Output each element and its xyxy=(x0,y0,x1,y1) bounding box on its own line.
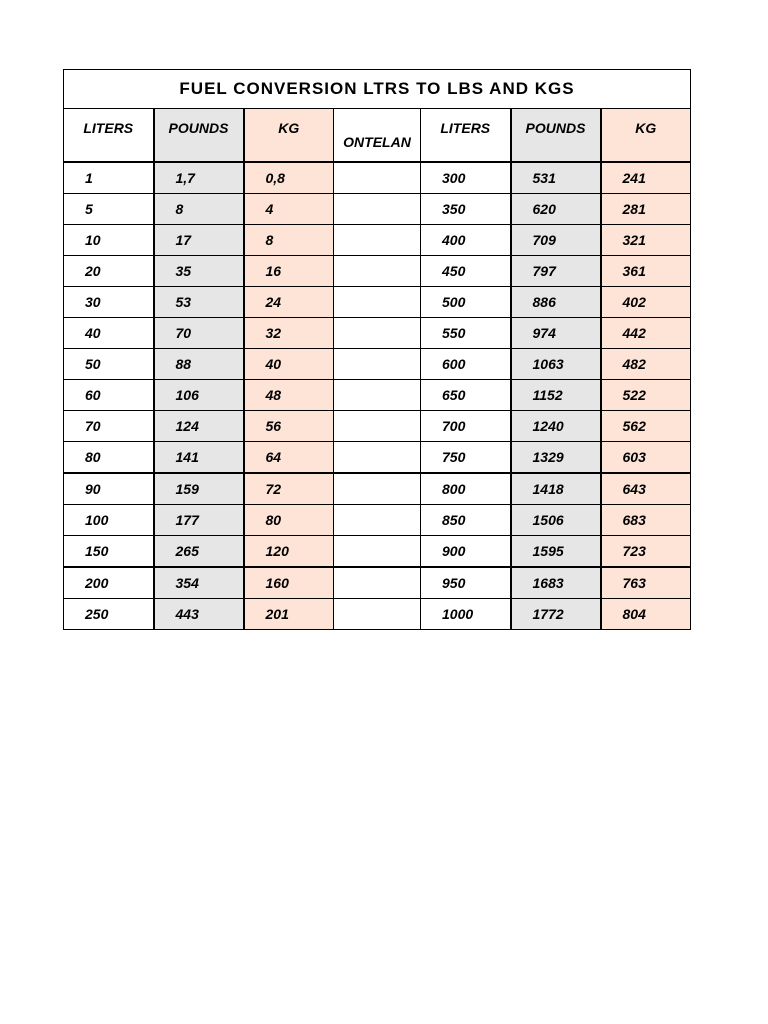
kg-cell-2: 683 xyxy=(601,505,691,536)
liters-cell-2: 700 xyxy=(421,411,511,442)
liters-cell: 10 xyxy=(64,225,154,256)
table-row xyxy=(64,256,691,287)
kg-cell-2: 241 xyxy=(601,162,691,194)
pounds-cell: 141 xyxy=(154,442,244,474)
liters-cell: 150 xyxy=(64,536,154,568)
kg-cell: 48 xyxy=(244,380,334,411)
pounds-cell-2: 1240 xyxy=(511,411,601,442)
liters-cell-2: 300 xyxy=(421,162,511,194)
liters-cell-2: 950 xyxy=(421,567,511,599)
pounds-cell: 70 xyxy=(154,318,244,349)
liters-cell-2: 500 xyxy=(421,287,511,318)
kg-cell: 4 xyxy=(244,194,334,225)
header-pounds-2: POUNDS xyxy=(511,109,601,163)
kg-cell-2: 603 xyxy=(601,442,691,474)
liters-cell-2: 900 xyxy=(421,536,511,568)
pounds-cell-2: 1772 xyxy=(511,599,601,630)
liters-cell-2: 800 xyxy=(421,473,511,505)
header-middle: ONTELAN xyxy=(334,109,421,163)
liters-cell: 90 xyxy=(64,473,154,505)
kg-cell: 0,8 xyxy=(244,162,334,194)
kg-cell: 80 xyxy=(244,505,334,536)
spacer-cell xyxy=(334,349,421,380)
pounds-cell: 8 xyxy=(154,194,244,225)
pounds-cell-2: 1152 xyxy=(511,380,601,411)
liters-cell: 1 xyxy=(64,162,154,194)
liters-cell: 30 xyxy=(64,287,154,318)
liters-cell-2: 750 xyxy=(421,442,511,474)
spacer-cell xyxy=(334,380,421,411)
kg-cell: 40 xyxy=(244,349,334,380)
kg-cell-2: 804 xyxy=(601,599,691,630)
header-kg-2: KG xyxy=(601,109,691,163)
spacer-cell xyxy=(334,287,421,318)
pounds-cell-2: 1506 xyxy=(511,505,601,536)
table-row xyxy=(64,225,691,256)
liters-cell: 5 xyxy=(64,194,154,225)
kg-cell-2: 482 xyxy=(601,349,691,380)
header-kg: KG xyxy=(244,109,334,163)
table-row xyxy=(64,473,691,505)
table-row xyxy=(64,567,691,599)
spacer-cell xyxy=(334,256,421,287)
spacer-cell xyxy=(334,599,421,630)
liters-cell: 40 xyxy=(64,318,154,349)
pounds-cell-2: 797 xyxy=(511,256,601,287)
pounds-cell: 106 xyxy=(154,380,244,411)
table-row xyxy=(64,599,691,630)
liters-cell-2: 600 xyxy=(421,349,511,380)
kg-cell: 24 xyxy=(244,287,334,318)
kg-cell: 201 xyxy=(244,599,334,630)
kg-cell: 120 xyxy=(244,536,334,568)
pounds-cell: 265 xyxy=(154,536,244,568)
kg-cell: 160 xyxy=(244,567,334,599)
liters-cell: 250 xyxy=(64,599,154,630)
spacer-cell xyxy=(334,318,421,349)
pounds-cell: 443 xyxy=(154,599,244,630)
header-pounds: POUNDS xyxy=(154,109,244,163)
pounds-cell-2: 1063 xyxy=(511,349,601,380)
liters-cell-2: 450 xyxy=(421,256,511,287)
header-row xyxy=(64,109,691,163)
liters-cell: 100 xyxy=(64,505,154,536)
liters-cell-2: 350 xyxy=(421,194,511,225)
table-title: FUEL CONVERSION LTRS TO LBS AND KGS xyxy=(64,70,691,109)
table-row xyxy=(64,349,691,380)
pounds-cell-2: 974 xyxy=(511,318,601,349)
kg-cell-2: 361 xyxy=(601,256,691,287)
spacer-cell xyxy=(334,442,421,474)
pounds-cell: 354 xyxy=(154,567,244,599)
pounds-cell-2: 1329 xyxy=(511,442,601,474)
pounds-cell-2: 1683 xyxy=(511,567,601,599)
table-row xyxy=(64,536,691,568)
kg-cell-2: 402 xyxy=(601,287,691,318)
kg-cell-2: 281 xyxy=(601,194,691,225)
liters-cell: 70 xyxy=(64,411,154,442)
pounds-cell-2: 709 xyxy=(511,225,601,256)
table-row xyxy=(64,411,691,442)
spacer-cell xyxy=(334,162,421,194)
liters-cell-2: 1000 xyxy=(421,599,511,630)
kg-cell: 64 xyxy=(244,442,334,474)
table-body xyxy=(64,162,691,630)
kg-cell-2: 562 xyxy=(601,411,691,442)
pounds-cell: 177 xyxy=(154,505,244,536)
liters-cell: 80 xyxy=(64,442,154,474)
liters-cell-2: 550 xyxy=(421,318,511,349)
liters-cell-2: 400 xyxy=(421,225,511,256)
table-row xyxy=(64,287,691,318)
pounds-cell: 53 xyxy=(154,287,244,318)
pounds-cell: 17 xyxy=(154,225,244,256)
kg-cell-2: 321 xyxy=(601,225,691,256)
fuel-conversion-table xyxy=(63,69,691,630)
pounds-cell-2: 1418 xyxy=(511,473,601,505)
table-row xyxy=(64,505,691,536)
kg-cell-2: 723 xyxy=(601,536,691,568)
table-row xyxy=(64,162,691,194)
kg-cell: 8 xyxy=(244,225,334,256)
pounds-cell-2: 1595 xyxy=(511,536,601,568)
pounds-cell: 1,7 xyxy=(154,162,244,194)
kg-cell: 72 xyxy=(244,473,334,505)
kg-cell-2: 522 xyxy=(601,380,691,411)
spacer-cell xyxy=(334,536,421,568)
liters-cell-2: 650 xyxy=(421,380,511,411)
liters-cell: 20 xyxy=(64,256,154,287)
liters-cell: 50 xyxy=(64,349,154,380)
pounds-cell: 124 xyxy=(154,411,244,442)
kg-cell-2: 643 xyxy=(601,473,691,505)
kg-cell: 32 xyxy=(244,318,334,349)
header-liters: LITERS xyxy=(64,109,154,163)
liters-cell: 60 xyxy=(64,380,154,411)
table-row xyxy=(64,380,691,411)
pounds-cell-2: 531 xyxy=(511,162,601,194)
spacer-cell xyxy=(334,567,421,599)
kg-cell-2: 442 xyxy=(601,318,691,349)
spacer-cell xyxy=(334,411,421,442)
title-row xyxy=(64,70,691,109)
pounds-cell: 88 xyxy=(154,349,244,380)
pounds-cell-2: 886 xyxy=(511,287,601,318)
pounds-cell: 159 xyxy=(154,473,244,505)
kg-cell: 16 xyxy=(244,256,334,287)
kg-cell: 56 xyxy=(244,411,334,442)
table-row xyxy=(64,442,691,474)
kg-cell-2: 763 xyxy=(601,567,691,599)
spacer-cell xyxy=(334,225,421,256)
table-row xyxy=(64,194,691,225)
header-liters-2: LITERS xyxy=(421,109,511,163)
spacer-cell xyxy=(334,194,421,225)
liters-cell: 200 xyxy=(64,567,154,599)
table-row xyxy=(64,318,691,349)
spacer-cell xyxy=(334,505,421,536)
spacer-cell xyxy=(334,473,421,505)
pounds-cell-2: 620 xyxy=(511,194,601,225)
pounds-cell: 35 xyxy=(154,256,244,287)
liters-cell-2: 850 xyxy=(421,505,511,536)
